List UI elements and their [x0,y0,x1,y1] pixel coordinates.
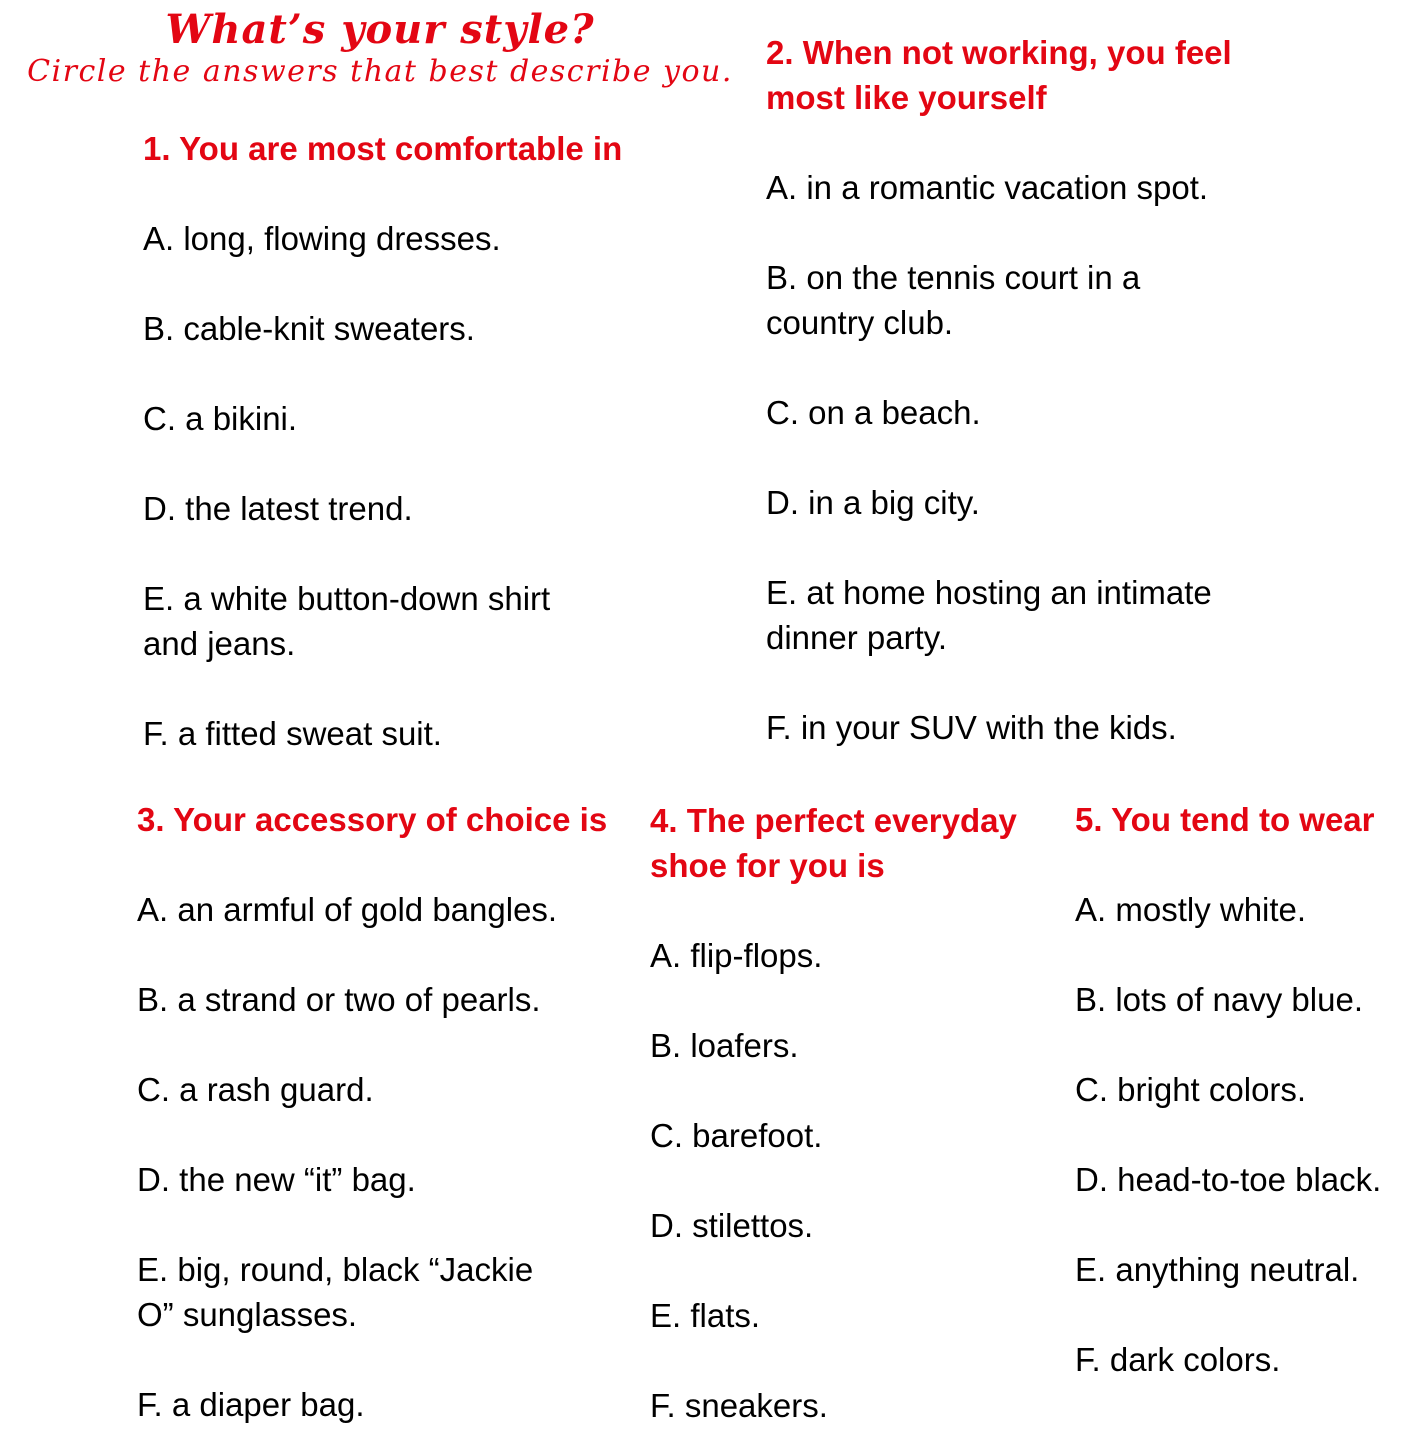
question-3-answers [137,887,607,1427]
answer-text: A. long, flowing dresses. [143,220,501,257]
question-4-answer-f[interactable] [650,1383,1017,1428]
question-1 [143,126,622,756]
answer-text: E. flats. [650,1297,761,1334]
question-4-title-line-1: 4. The perfect everyday [650,802,1017,839]
question-5-answer-c[interactable] [1075,1067,1381,1112]
question-3-answer-d[interactable] [137,1157,607,1202]
question-5-answer-b[interactable] [1075,977,1381,1022]
question-1-answer-a[interactable] [143,216,622,261]
answer-text: F. in your SUV with the kids. [766,709,1177,746]
question-3-answer-f[interactable] [137,1382,607,1427]
answer-text-continued: dinner party. [766,619,947,656]
answer-text: D. the latest trend. [143,490,413,527]
answer-text: A. flip-flops. [650,937,823,974]
question-4-answers [650,933,1017,1428]
question-1-answer-f[interactable] [143,711,622,756]
answer-text: F. dark colors. [1075,1341,1281,1378]
question-2-title-line-1: 2. When not working, you feel [766,34,1232,71]
question-2-title-line-2: most like yourself [766,79,1047,116]
answer-text: D. the new “it” bag. [137,1161,416,1198]
question-5-answer-d[interactable] [1075,1157,1381,1202]
question-4-title [650,798,1017,888]
question-1-answer-d[interactable] [143,486,622,531]
answer-text: E. at home hosting an intimate [766,574,1212,611]
question-5-title: 5. You tend to wear [1075,801,1375,838]
question-3-title: 3. Your accessory of choice is [137,801,608,838]
page-title: What’s your style? [165,6,595,53]
question-3-answer-e[interactable] [137,1247,607,1337]
answer-text: C. a rash guard. [137,1071,374,1108]
answer-text-continued: O” sunglasses. [137,1296,358,1333]
answer-text: C. a bikini. [143,400,298,437]
question-5-answer-a[interactable] [1075,887,1381,932]
question-2-answer-c[interactable] [766,390,1232,435]
answer-text: E. big, round, black “Jackie [137,1251,534,1288]
answer-text: C. bright colors. [1075,1071,1307,1108]
question-1-answer-c[interactable] [143,396,622,441]
question-5-answer-f[interactable] [1075,1337,1381,1382]
answer-text: D. in a big city. [766,484,980,521]
answer-text: F. sneakers. [650,1387,828,1424]
answer-text: D. stilettos. [650,1207,814,1244]
question-5-answers [1075,887,1381,1382]
question-4-answer-d[interactable] [650,1203,1017,1248]
answer-text: F. a diaper bag. [137,1386,365,1423]
question-4-answer-e[interactable] [650,1293,1017,1338]
answer-text: F. a fitted sweat suit. [143,715,442,752]
answer-text: B. loafers. [650,1027,799,1064]
answer-text: B. on the tennis court in a [766,259,1141,296]
answer-text: C. barefoot. [650,1117,823,1154]
answer-text: B. cable-knit sweaters. [143,310,475,347]
question-2-title [766,30,1232,120]
answer-text-continued: and jeans. [143,625,296,662]
question-2-answer-d[interactable] [766,480,1232,525]
question-2 [766,30,1232,750]
question-3-answer-b[interactable] [137,977,607,1022]
question-1-answer-b[interactable] [143,306,622,351]
question-1-title: 1. You are most comfortable in [143,130,623,167]
question-1-answers [143,216,622,756]
question-2-answer-a[interactable] [766,165,1232,210]
question-4-answer-a[interactable] [650,933,1017,978]
question-1-answer-e[interactable] [143,576,622,666]
question-2-answer-e[interactable] [766,570,1232,660]
question-4-answer-b[interactable] [650,1023,1017,1068]
answer-text: E. a white button-down shirt [143,580,551,617]
page-subtitle: Circle the answers that best describe you. [27,54,733,89]
question-3 [137,797,607,1427]
answer-text: A. mostly white. [1075,891,1307,928]
answer-text-continued: country club. [766,304,954,341]
question-3-answer-c[interactable] [137,1067,607,1112]
question-2-answer-b[interactable] [766,255,1232,345]
question-3-answer-a[interactable] [137,887,607,932]
question-2-answers [766,165,1232,750]
answer-text: B. lots of navy blue. [1075,981,1363,1018]
answer-text: A. an armful of gold bangles. [137,891,558,928]
answer-text: D. head-to-toe black. [1075,1161,1382,1198]
answer-text: E. anything neutral. [1075,1251,1360,1288]
question-5-answer-e[interactable] [1075,1247,1381,1292]
answer-text: A. in a romantic vacation spot. [766,169,1209,206]
answer-text: B. a strand or two of pearls. [137,981,541,1018]
question-4-title-line-2: shoe for you is [650,847,885,884]
question-5 [1075,797,1381,1382]
question-4 [650,798,1017,1428]
question-4-answer-c[interactable] [650,1113,1017,1158]
answer-text: C. on a beach. [766,394,981,431]
question-2-answer-f[interactable] [766,705,1232,750]
